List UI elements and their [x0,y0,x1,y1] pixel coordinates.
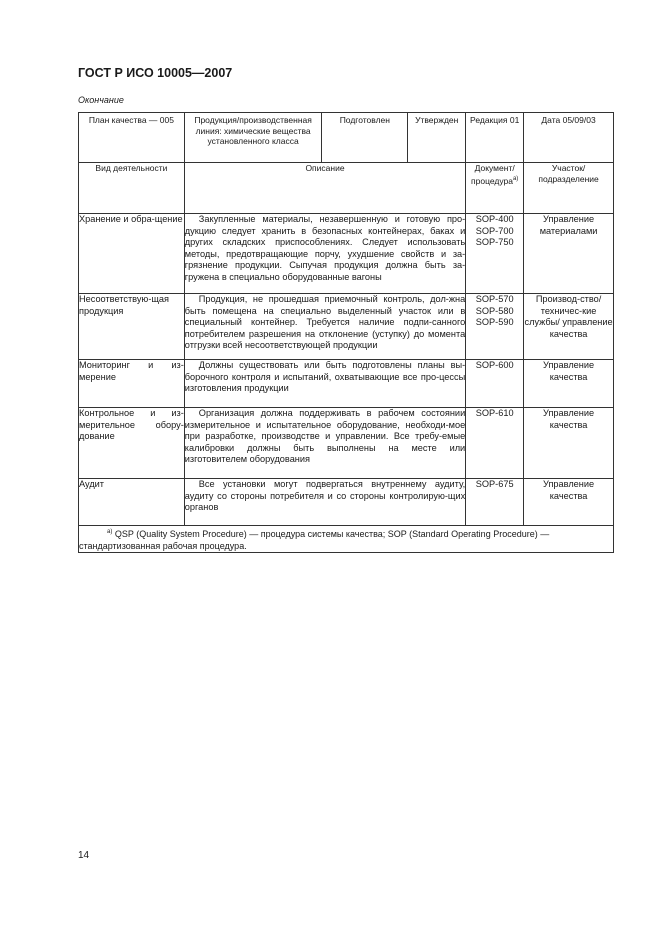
document-cell: SOP-570 SOP-580 SOP-590 [466,294,524,360]
column-header-row [79,163,614,214]
description-cell: Закупленные материалы, незавершенную и готовую про-дукцию следует хранить в безопасных контейнерах, баках и других складских приспособлениях. Следует использовать методы, предотвращающие порчу, ухудшение свойств и за-грязнение продукции. Сыпучая продукция должна быть за-гружена в специально оборудованные вагоны [184,214,465,294]
footnote-marker: а) [107,529,113,535]
document-footnote-marker: а) [512,175,519,182]
department-cell: Производ-ство/техничес-кие службы/ управление качества [524,294,614,360]
activity-cell: Мониторинг и из-мерение [79,360,185,408]
product-line-cell: Продукция/производственная линия: химические вещества установленного класса [184,113,322,163]
document-cell: SOP-610 [466,408,524,479]
quality-plan-table [78,112,614,553]
footnote-row [79,526,614,553]
table-row [79,294,614,360]
revision-cell: Редакция 01 [466,113,524,163]
department-column-header: Участок/ подразделение [524,163,614,214]
department-cell: Управление качества [524,479,614,526]
table-row [79,360,614,408]
table-row [79,214,614,294]
document-cell: SOP-600 [466,360,524,408]
description-cell: Должны существовать или быть подготовлены планы вы-борочного контроля и испытаний, охватывающие все про-цессы изготовления продукции [184,360,465,408]
prepared-cell: Подготовлен [322,113,408,163]
page-number: 14 [78,850,90,861]
plan-number-cell: План качества — 005 [79,113,185,163]
activity-cell: Контрольное и из-мерительное обору-дование [79,408,185,479]
description-cell: Продукция, не прошедшая приемочный контроль, дол-жна быть помещена на специально выделенный участок или в специальный контейнер. Требуется наличие подпи-санного потребителем разрешения на отклонение (уступку) до момента отгрузки всей несоответствующей продукции [184,294,465,360]
document-cell: SOP-400 SOP-700 SOP-750 [466,214,524,294]
footnote-cell [79,526,614,553]
department-cell: Управление материалами [524,214,614,294]
table-row [79,408,614,479]
department-cell: Управление качества [524,408,614,479]
description-column-header: Описание [184,163,465,214]
activity-cell: Хранение и обра-щение [79,214,185,294]
document-column-label: Документ/ процедура [471,163,515,186]
activity-cell: Несоответствую-щая продукция [79,294,185,360]
activity-column-header: Вид деятельности [79,163,185,214]
document-column-header [466,163,524,214]
description-cell: Все установки могут подвергаться внутреннему аудиту, аудиту со стороны потребителя и со стороны контролирую-щих органов [184,479,465,526]
document-cell: SOP-675 [466,479,524,526]
plan-header-row [79,113,614,163]
department-cell: Управление качества [524,360,614,408]
document-title: ГОСТ Р ИСО 10005—2007 [78,66,233,80]
date-cell: Дата 05/09/03 [524,113,614,163]
footnote-text: QSP (Quality System Procedure) — процедура системы качества; SOP (Standard Operating Procedure) — стандартизованная рабочая процедура. [79,529,550,551]
approved-cell: Утвержден [408,113,466,163]
continuation-label: Окончание [78,95,124,105]
description-cell: Организация должна поддерживать в рабочем состоянии измерительное и испытательное оборудование, необходи-мое при разработке, производстве и управлении. Все требу-емые калибровки должны быть выполнены на месте или изготовителем оборудования [184,408,465,479]
table-row [79,479,614,526]
activity-cell: Аудит [79,479,185,526]
